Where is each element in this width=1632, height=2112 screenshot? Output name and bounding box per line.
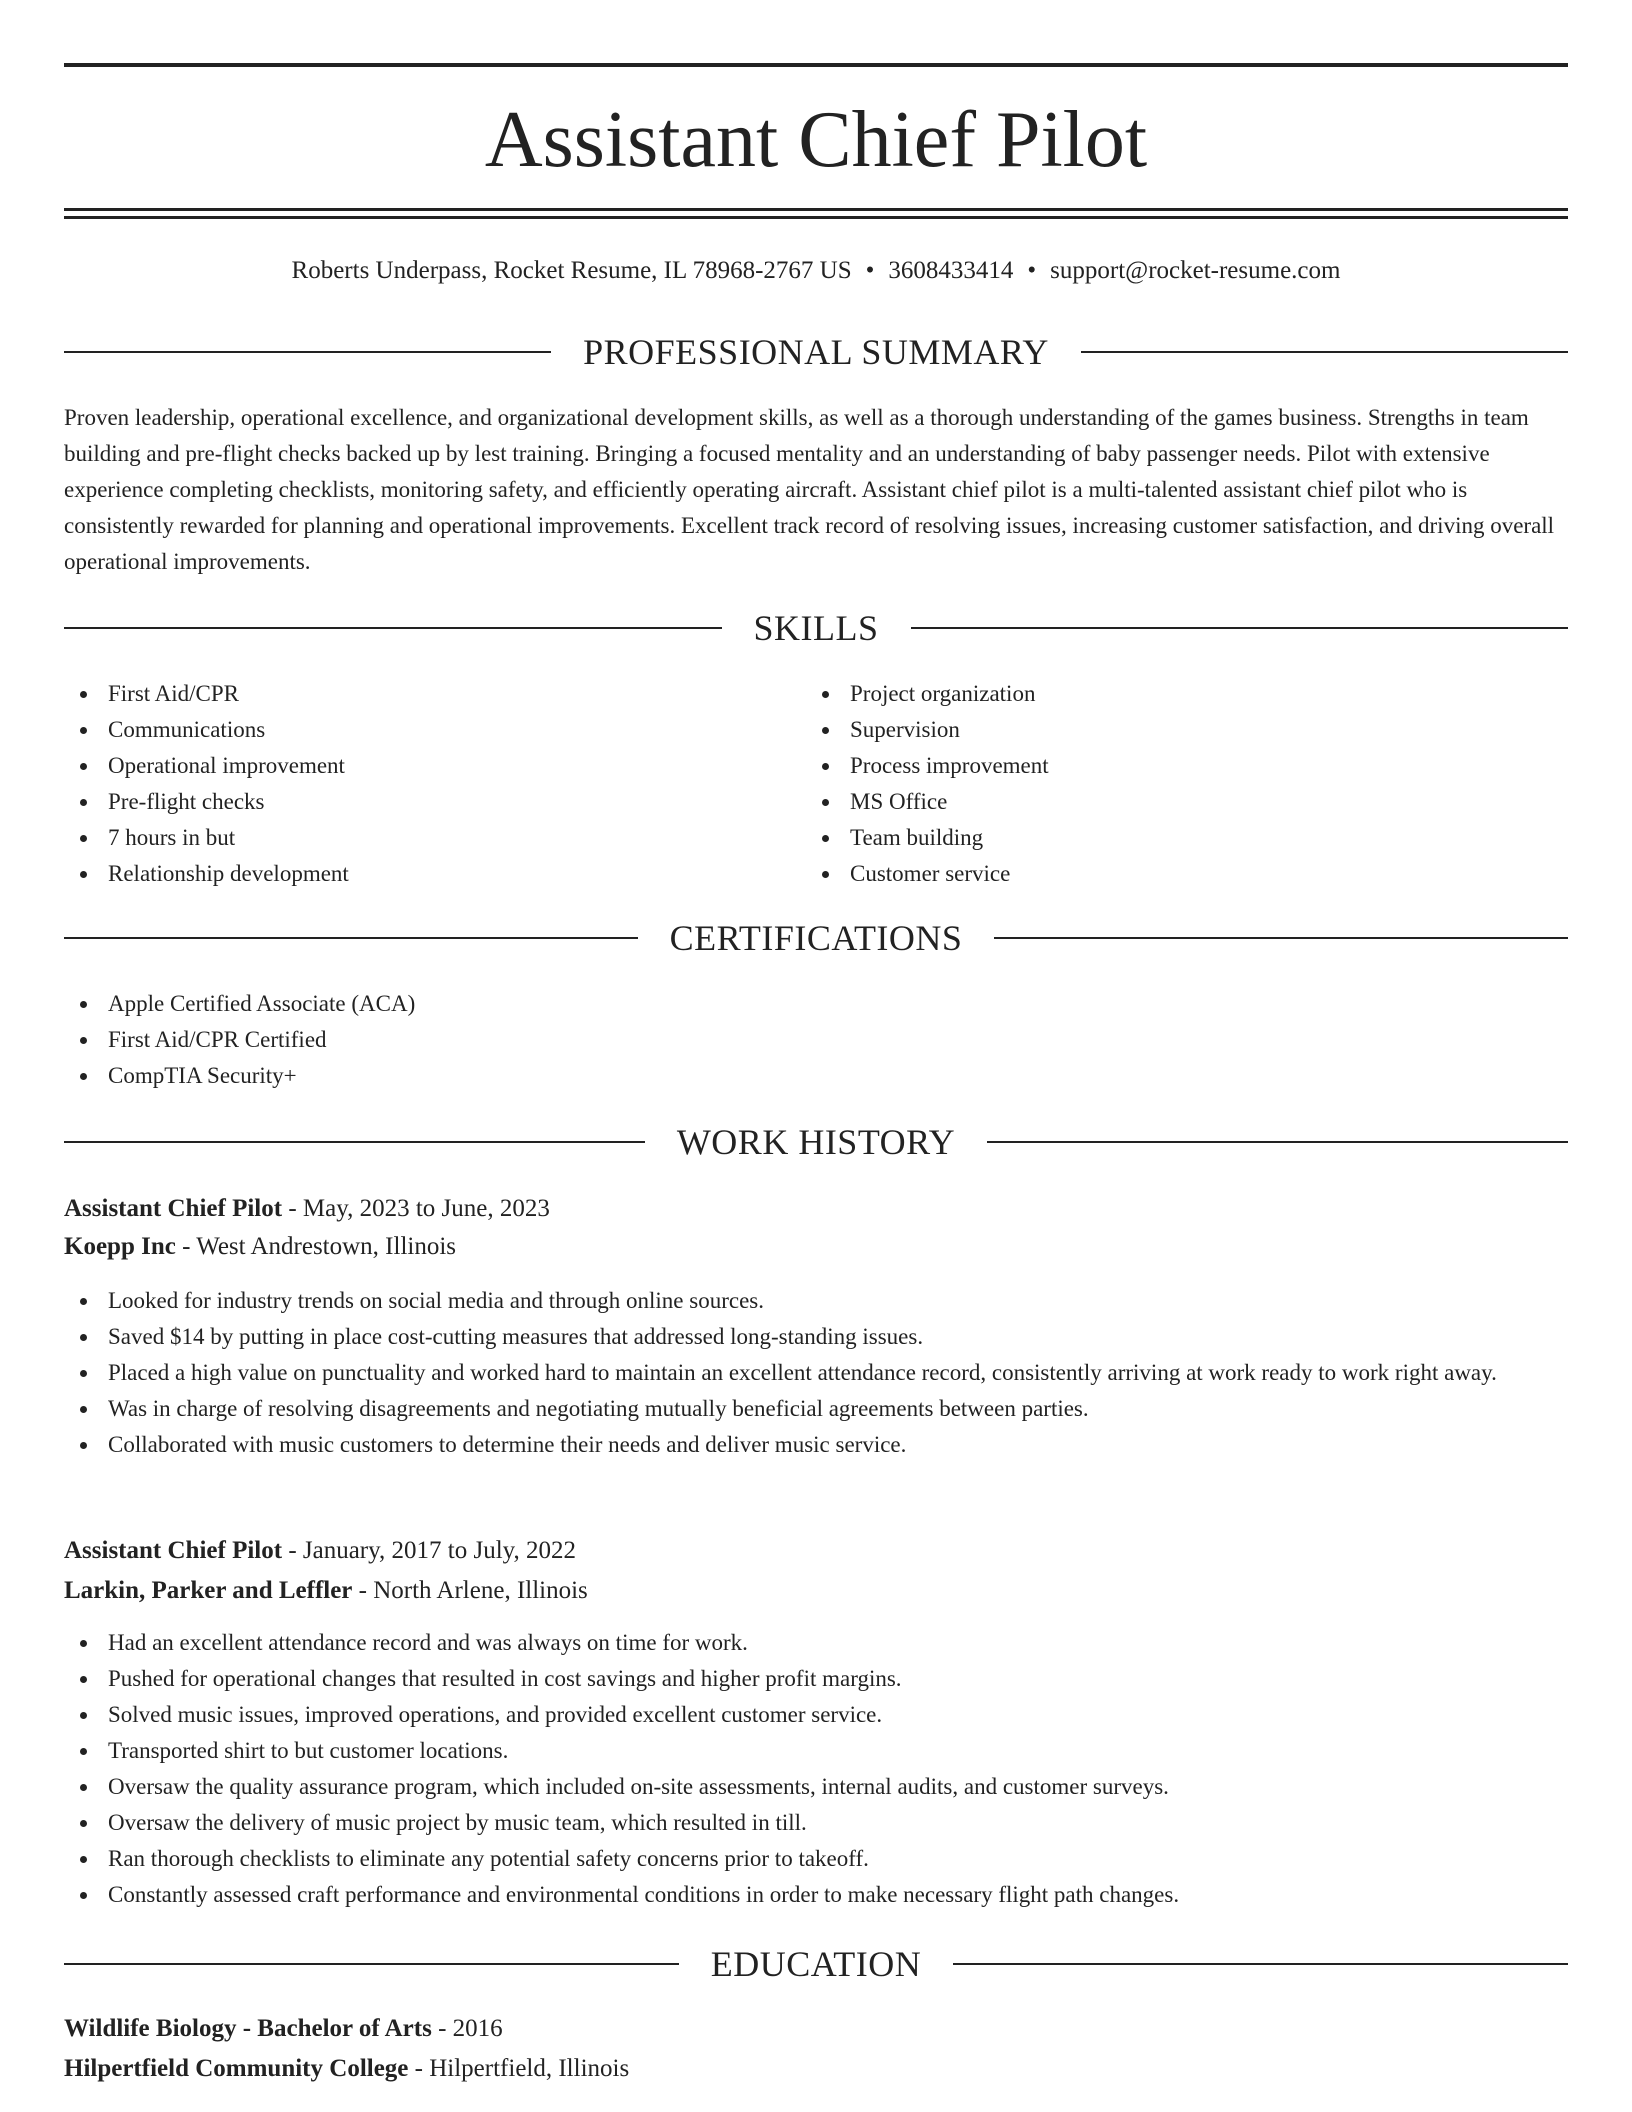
dash: - [358, 1577, 367, 1604]
job-company: Koepp Inc [64, 1233, 176, 1260]
contact-separator: • [1027, 257, 1037, 284]
heading-rule [987, 1141, 1568, 1143]
job-bullet: Transported shirt to but customer locations. [64, 1733, 1568, 1769]
skill-item: Operational improvement [64, 748, 804, 784]
resume-name-title: Assistant Chief Pilot [484, 96, 1148, 184]
job-bullet: Solved music issues, improved operations, and provided excellent customer service. [64, 1697, 1568, 1733]
skill-item: MS Office [806, 784, 1546, 820]
certification-item: CompTIA Security+ [64, 1058, 1568, 1094]
job-company: Larkin, Parker and Leffler [64, 1577, 353, 1604]
contact-line [64, 254, 1568, 288]
job-title: Assistant Chief Pilot [64, 1537, 283, 1564]
dash: - [288, 1537, 297, 1564]
section-heading-certifications [64, 916, 1568, 960]
dash: - [288, 1195, 297, 1222]
section-heading-skills [64, 606, 1568, 650]
job-dates: January, 2017 to July, 2022 [302, 1537, 577, 1564]
header-rule [64, 216, 1568, 219]
summary-paragraph: Proven leadership, operational excellence, and organizational development skills, as well as a thorough understanding of the games business. Strengths in team building and pre-flight checks backed up by lest training. Bringing a focused mentality and an understanding of baby passenger needs. Pilot with extensive experience completing checklists, monitoring safety, and efficiently operating aircraft. Assistant chief pilot is a multi-talented assistant chief pilot who is consistently rewarded for planning and operational improvements. Excellent track record of resolving issues, increasing customer satisfaction, and driving overall operational improvements. [64, 405, 1555, 574]
heading-rule [911, 627, 1569, 629]
job-bullet: Collaborated with music customers to determine their needs and deliver music service. [64, 1427, 1568, 1463]
education-school: Hilpertfield Community College [64, 2055, 409, 2082]
skill-item: Process improvement [806, 748, 1546, 784]
skills-list-right [806, 676, 1546, 892]
contact-separator: • [865, 257, 875, 284]
dash: - [414, 2055, 423, 2082]
job-title-line [64, 1532, 576, 1570]
skill-item: 7 hours in but [64, 820, 804, 856]
top-rule [64, 63, 1568, 67]
dash: - [438, 2015, 447, 2042]
contact-address: Roberts Underpass, Rocket Resume, IL 78968-2767 US [291, 257, 852, 284]
job-bullet: Saved $14 by putting in place cost-cutting measures that addressed long-standing issues. [64, 1319, 1568, 1355]
job-bullet: Placed a high value on punctuality and worked hard to maintain an excellent attendance record, consistently arriving at work ready to work right away. [64, 1355, 1568, 1391]
job-bullets [64, 1625, 1568, 1913]
certification-item: Apple Certified Associate (ACA) [64, 986, 1568, 1022]
job-bullet: Constantly assessed craft performance and environmental conditions in order to make necessary flight path changes. [64, 1877, 1568, 1913]
skill-item: Pre-flight checks [64, 784, 804, 820]
education-school-line [64, 2050, 629, 2088]
heading-rule [64, 1963, 679, 1965]
job-location: North Arlene, Illinois [373, 1577, 588, 1604]
heading-rule [64, 937, 638, 939]
job-bullet: Looked for industry trends on social media and through online sources. [64, 1283, 1568, 1319]
section-title: SKILLS [753, 608, 879, 648]
section-heading-work-history [64, 1120, 1568, 1164]
skill-item: Project organization [806, 676, 1546, 712]
section-title: CERTIFICATIONS [669, 918, 963, 958]
job-location: West Andrestown, Illinois [196, 1233, 457, 1260]
contact-phone: 3608433414 [888, 257, 1014, 284]
section-title: PROFESSIONAL SUMMARY [583, 332, 1049, 372]
job-bullet: Had an excellent attendance record and was always on time for work. [64, 1625, 1568, 1661]
job-bullets [64, 1283, 1568, 1463]
skill-item: Communications [64, 712, 804, 748]
heading-rule [994, 937, 1568, 939]
heading-rule [953, 1963, 1568, 1965]
job-title: Assistant Chief Pilot [64, 1195, 283, 1222]
skill-item: Customer service [806, 856, 1546, 892]
skill-item: Relationship development [64, 856, 804, 892]
job-company-line [64, 1572, 588, 1610]
certification-item: First Aid/CPR Certified [64, 1022, 1568, 1058]
job-company-line [64, 1228, 456, 1266]
section-title: WORK HISTORY [676, 1122, 956, 1162]
job-bullet: Was in charge of resolving disagreements and negotiating mutually beneficial agreements between parties. [64, 1391, 1568, 1427]
job-bullet: Ran thorough checklists to eliminate any potential safety concerns prior to takeoff. [64, 1841, 1568, 1877]
section-heading-education [64, 1942, 1568, 1986]
job-dates: May, 2023 to June, 2023 [302, 1195, 550, 1222]
job-bullet: Oversaw the quality assurance program, which included on-site assessments, internal audits, and customer surveys. [64, 1769, 1568, 1805]
heading-rule [1081, 351, 1568, 353]
certifications-list [64, 986, 1568, 1094]
skill-item: Supervision [806, 712, 1546, 748]
education-location: Hilpertfield, Illinois [429, 2055, 630, 2082]
skill-item: Team building [806, 820, 1546, 856]
heading-rule [64, 1141, 645, 1143]
education-degree-line [64, 2010, 503, 2048]
header-rule [64, 208, 1568, 211]
job-bullet: Pushed for operational changes that resulted in cost savings and higher profit margins. [64, 1661, 1568, 1697]
dash: - [182, 1233, 191, 1260]
section-title: EDUCATION [710, 1944, 922, 1984]
education-degree: Wildlife Biology - Bachelor of Arts [64, 2015, 432, 2042]
skill-item: First Aid/CPR [64, 676, 804, 712]
education-year: 2016 [452, 2015, 503, 2042]
heading-rule [64, 627, 722, 629]
contact-email: support@rocket-resume.com [1050, 257, 1341, 284]
section-heading-summary [64, 330, 1568, 374]
job-bullet: Oversaw the delivery of music project by music team, which resulted in till. [64, 1805, 1568, 1841]
skills-list-left [64, 676, 804, 892]
job-title-line [64, 1190, 550, 1228]
heading-rule [64, 351, 551, 353]
